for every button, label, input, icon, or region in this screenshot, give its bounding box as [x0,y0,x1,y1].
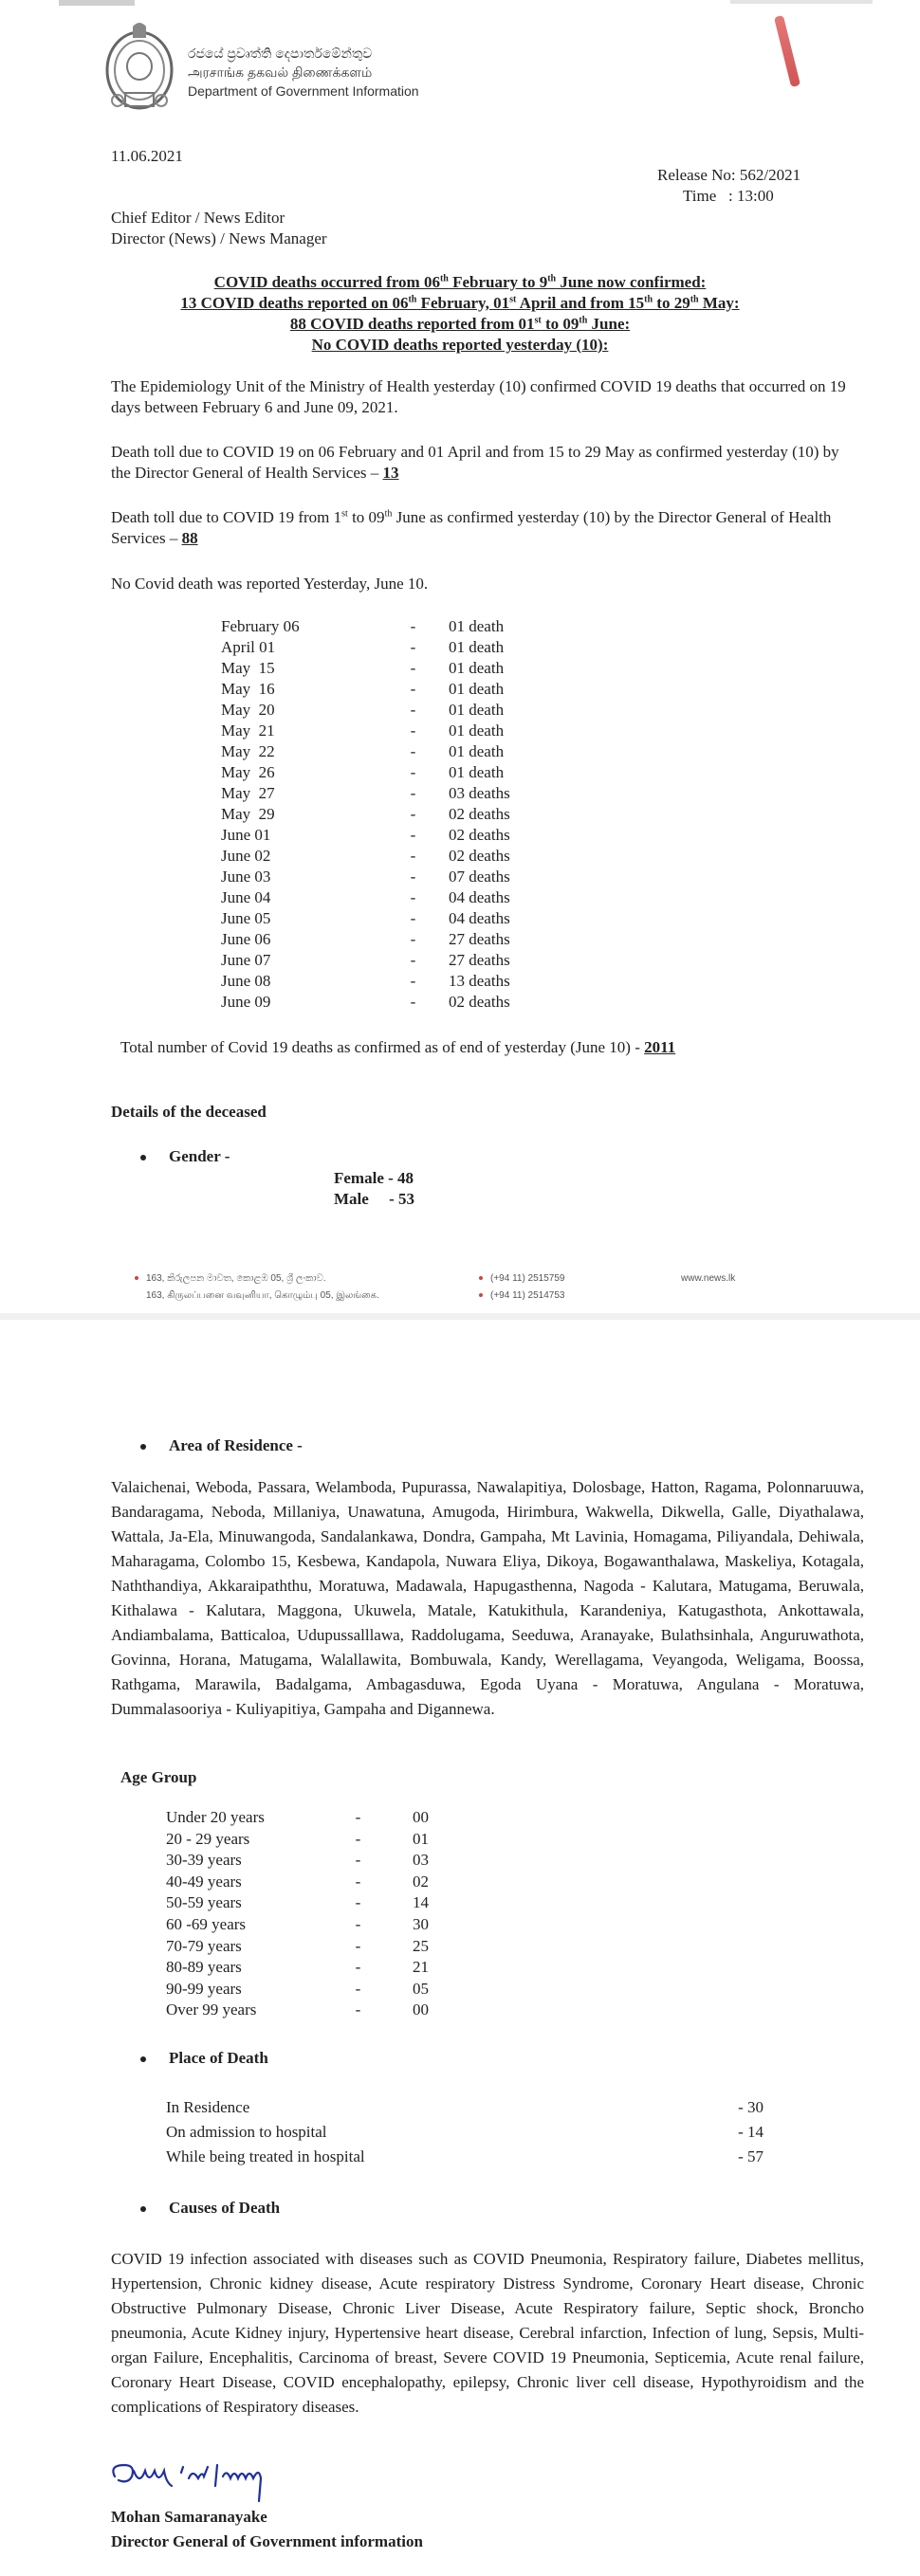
gender-male: Male - 53 [334,1190,414,1208]
org-name-english: Department of Government Information [188,83,419,99]
table-row: February 06 - 01 death [221,617,505,635]
bullet-icon [140,1444,146,1450]
org-name-sinhala: රජයේ ප්‍රවෘත්ති දෙපාර්තමේන්තුව [188,46,373,61]
table-row: June 02 - 02 deaths [221,847,510,865]
table-row: April 01 - 01 death [221,638,505,656]
release-date: 11.06.2021 [111,147,183,165]
government-emblem-icon [104,21,175,112]
table-row: June 08 - 13 deaths [221,972,510,990]
release-time: Time : 13:00 [683,187,774,205]
place-of-death-heading: Place of Death [140,2048,268,2069]
paragraph-death-toll-88: Death toll due to COVID 19 from 1st to 09th June as confirmed yesterday (10) by the Director General of Health Services – 88 [111,508,832,547]
causes-list: COVID 19 infection associated with diseases such as COVID Pneumonia, Respiratory failure, Diabetes mellitus, Hypertension, Chronic kidney disease, Acute respiratory Distress Syndrome, Coronary Heart disease, Chronic Obstructive Pulmonary Disease, Chronic Liver Disease, Acute Respiratory failure, Septic shock, Broncho pneumonia, Acute Kidney injury, Hypertensive heart disease, Cerebral infarction, Infection of lung, Sepsis, Multi-organ Failure, Encephalitis, Carcinoma of breast, Severe COVID 19 Pneumonia, Septicemia, Acute renal failure, Coronary Heart Disease, COVID encephalopathy, epilepsy, Chronic liver cell disease, Hypothyroidism and the complications of Respiratory diseases. [111,2250,864,2416]
signatory-title: Director General of Government information [111,2532,423,2550]
bullet-icon [140,2056,146,2062]
fax-icon [479,1293,483,1297]
headline-line: 88 COVID deaths reported from 01st to 09th June: [289,315,631,333]
residence-list: Valaichenai, Weboda, Passara, Welamboda, Pupurassa, Nawalapitiya, Dolosbage, Hatton, Ragama, Polonnaruuwa, Bandaragama, Neboda, Millaniya, Unawatuna, Amugoda, Hirimbura, Wakwella, Dikwella, Galle, Diyathalawa, Wattala, Ja-Ela, Minuwangoda, Sandalankawa, Dondra, Gampaha, Mt Lavinia, Homagama, Piliyandala, Dehiwala, Maharagama, Colombo 15, Kesbewa, Kandapola, Nuwara Eliya, Dikoya, Bogawanthalawa, Maskeliya, Kotagala, Naththandiya, Akkaraipaththu, Moratuwa, Madawala, Hapugasthenna, Nagoda - Kalutara, Matugama, Beruwala, Kithalawa - Kalutara, Maggona, Ukuwela, Matale, Katukithula, Karandeniya, Katugasthota, Ankottawala, Andiambalama, Batticaloa, Udupussalllawa, Raddolugama, Seeduwa, Aranayake, Bulathsinhala, Anguruwathota, Govinna, Horana, Matugama, Walallawita, Bombuwala, Kandy, Werellagama, Veyangoda, Weligama, Boossa, Rathgama, Marawila, Badalgama, Ambagasduwa, Egoda Uyana - Moratuwa, Angulana - Moratuwa, Dummalasooriya - Kuliyapitiya, Gampaha and Digannewa. [111,1478,864,1718]
bullet-icon [135,1276,138,1280]
headline-line: No COVID deaths reported yesterday (10): [311,336,609,354]
bullet-icon [140,2206,146,2212]
gender-heading: Gender - [140,1146,230,1167]
table-row: 50-59 years - 14 [166,1893,429,1912]
table-row: May 20 - 01 death [221,701,505,719]
release-number: Release No: 562/2021 [657,166,801,184]
table-row: June 01 - 02 deaths [221,826,510,844]
table-row: 20 - 29 years - 01 [166,1829,429,1848]
table-row: Over 99 years - 00 [166,2001,429,2019]
footer-website: www.news.lk [681,1273,736,1284]
table-row: June 07 - 27 deaths [221,951,510,969]
footer-address: 163, කිරුලපන මාවත, කොළඹ 05, ශ්‍රී ලංකාව. 163, கிருலப்பனை வவுனியா, கொழும்பு 05, இலங்கை. [135,1270,379,1305]
org-name-tamil: அரசாங்க தகவல் திணைக்களம் [188,64,373,80]
paragraph-death-toll-13: Death toll due to COVID 19 on 06 February and 01 April and from 15 to 29 May as confirmed yesterday (10) by the Director General of Health Services – 13 [111,443,839,482]
paragraph-epidemiology: The Epidemiology Unit of the Ministry of Health yesterday (10) confirmed COVID 19 deaths that occurred on 19 days between February 6 and June 09, 2021. [111,377,846,416]
table-row: Under 20 years - 00 [166,1808,429,1826]
footer-contacts: (+94 11) 2515759 (+94 11) 2514753 [479,1270,565,1305]
place-of-death-table [166,2095,764,2169]
headline-block [0,272,920,356]
table-row: 90-99 years - 05 [166,1979,429,1998]
death-toll-value: 88 [181,529,198,547]
table-row: June 04 - 04 deaths [221,888,510,906]
table-row: May 16 - 01 death [221,680,505,698]
table-row: June 03 - 07 deaths [221,868,510,886]
daily-deaths-table [221,616,543,1013]
recipient-line: Director (News) / News Manager [111,229,327,247]
total-deaths-line: Total number of Covid 19 deaths as confirmed as of end of yesterday (June 10) - 2011 [120,1038,676,1056]
page-break [0,1313,920,1320]
death-toll-value: 13 [382,464,399,482]
red-pen-mark [774,15,800,87]
table-row: June 09 - 02 deaths [221,993,510,1011]
table-row: June 06 - 27 deaths [221,930,510,948]
table-row: May 22 - 01 death [221,742,505,760]
phone-icon [479,1276,483,1280]
age-group-table [166,1807,469,2021]
letterhead-org-names [188,44,419,100]
signature-icon [107,2457,392,2505]
scan-crop-mark [59,0,135,6]
paragraph-no-death: No Covid death was reported Yesterday, June 10. [111,575,429,593]
causes-heading: Causes of Death [140,2198,280,2219]
table-row: 80-89 years - 21 [166,1958,429,1977]
details-heading: Details of the deceased [111,1103,267,1121]
total-deaths-value: 2011 [644,1038,676,1056]
table-row: May 29 - 02 deaths [221,805,510,823]
headline-line: 13 COVID deaths reported on 06th February, 01st April and from 15th to 29th May: [180,294,740,312]
table-row: On admission to hospital - 14 [166,2123,764,2141]
table-row: While being treated in hospital - 57 [166,2147,764,2165]
table-row: 40-49 years - 02 [166,1872,429,1891]
table-row: 70-79 years - 25 [166,1936,429,1955]
table-row: In Residence - 30 [166,2098,764,2116]
table-row: May 26 - 01 death [221,763,505,781]
table-row: May 15 - 01 death [221,659,505,677]
table-row: June 05 - 04 deaths [221,909,510,927]
table-row: May 21 - 01 death [221,722,505,740]
bullet-icon [140,1155,146,1160]
age-group-heading: Age Group [120,1768,197,1786]
residence-heading: Area of Residence - [140,1435,303,1456]
table-row: 30-39 years - 03 [166,1851,429,1870]
table-row: May 27 - 03 deaths [221,784,510,802]
gender-female: Female - 48 [334,1169,414,1187]
table-row: 60 -69 years - 30 [166,1914,429,1933]
recipient-line: Chief Editor / News Editor [111,209,285,227]
headline-line: COVID deaths occurred from 06th February to 9th June now confirmed: [213,273,707,291]
scan-crop-mark [730,0,873,4]
signatory-name: Mohan Samaranayake [111,2508,267,2526]
